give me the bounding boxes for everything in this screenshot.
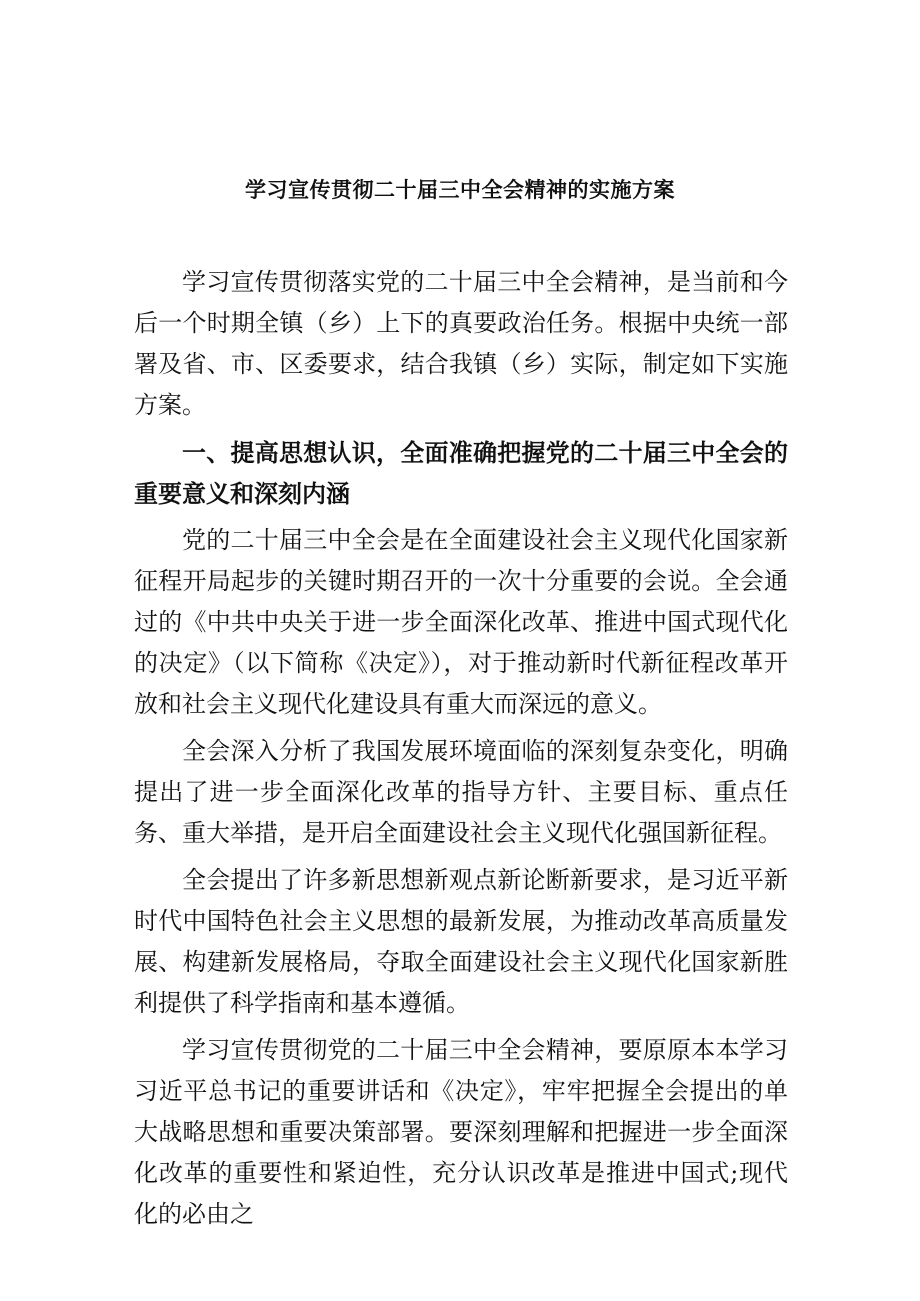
intro-paragraph: 学习宣传贯彻落实党的二十届三中全会精神，是当前和今后一个时期全镇（乡）上下的真要政治任务。根据中央统一部署及省、市、区委要求，结合我镇（乡）实际，制定如下实施方案。 [134,268,788,419]
document-body [134,262,788,1241]
body-paragraph-4: 学习宣传贯彻党的二十届三中全会精神，要原原本本学习习近平总书记的重要讲话和《决定》，牢牢把握全会提出的单大战略思想和重要决策部署。要深刻理解和把握进一步全面深化改革的重要性和紧迫性，充分认识改革是推进中国式;现代化的必由之 [134,1036,788,1228]
document-title: 学习宣传贯彻二十届三中全会精神的实施方案 [245,177,675,202]
body-paragraph-3: 全会提出了许多新思想新观点新论断新要求，是习近平新时代中国特色社会主义思想的最新发展，为推动改革高质量发展、构建新发展格局，夺取全面建设社会主义现代化国家新胜利提供了科学指南和基本遵循。 [134,866,788,1017]
body-paragraph-1: 党的二十届三中全会是在全面建设社会主义现代化国家新征程开局起步的关键时期召开的一次十分重要的会说。全会通过的《中共中央关于进一步全面深化改革、推进中国式现代化的决定》（以下简称《决定》），对于推动新时代新征程改革开放和社会主义现代化建设具有重大而深远的意义。 [134,526,788,718]
body-paragraph-2: 全会深入分析了我国发展环境面临的深刻复杂变化，明确提出了进一步全面深化改革的指导方针、主要目标、重点任务、重大举措，是开启全面建设社会主义现代化强国新征程。 [134,737,788,847]
section-heading-1: 一、提高思想认识，全面准确把握党的二十届三中全会的重要意义和深刻内涵 [134,438,788,508]
